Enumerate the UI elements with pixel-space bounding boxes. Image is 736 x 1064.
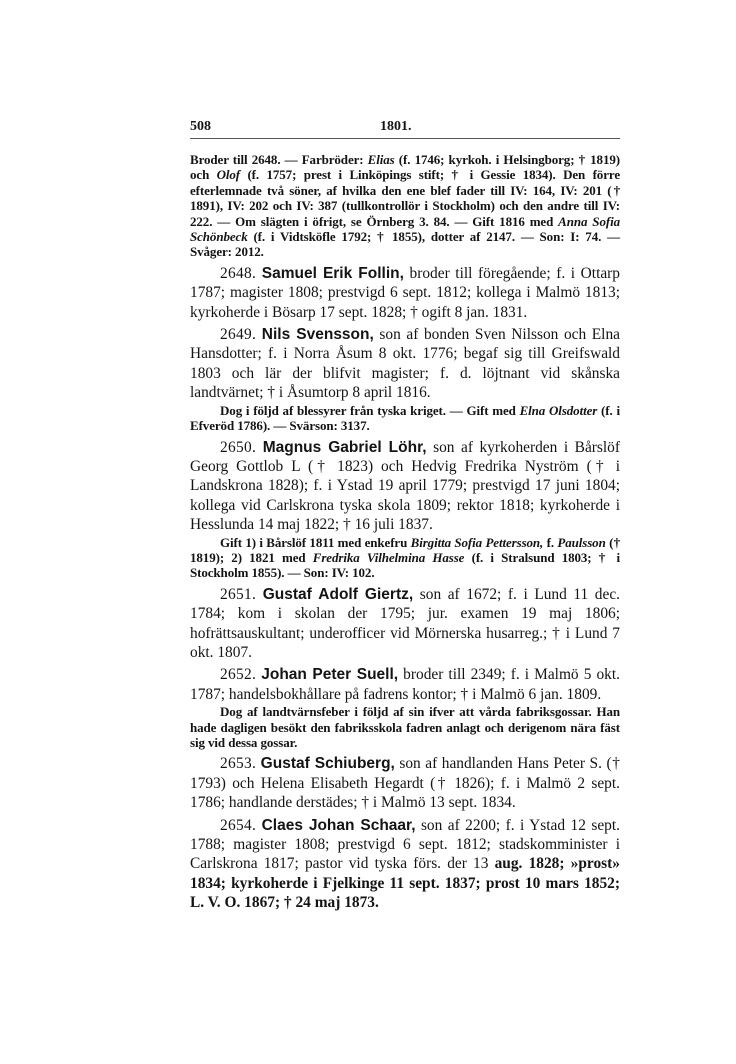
entry-name: Johan Peter Suell,	[261, 666, 399, 684]
entry-2649-note: Dog i följd af blessyrer från tyska kriget. — Gift med Elna Olsdotter (f. i Efveröd 1786). — Svärson: 3137.	[190, 402, 620, 434]
entry-number: 2649.	[220, 326, 257, 344]
entry-2650-note: Gift 1) i Bårslöf 1811 med enkefru Birgitta Sofia Pettersson, f. Paulsson († 1819); 2) 1821 med Fredrika Vilhelmina Hasse (f. i Stralsund 1803; † i Stockholm 1855). — Son: IV: 102.	[190, 534, 620, 581]
entry-2654: 2654. Claes Johan Schaar, son af 2200; f. i Ystad 12 sept. 1788; magister 1808; prestvigd 6 sept. 1812; stadskomminister i Carlskrona 1817; pastor vid tyska förs. der 13 aug. 1828; »prost» 1834; kyrkoherde i Fjelkinge 11 sept. 1837; prost 10 mars 1852; L. V. O. 1867; † 24 maj 1873.	[190, 816, 620, 912]
entry-number: 2650.	[220, 438, 257, 456]
entry-2651: 2651. Gustaf Adolf Giertz, son af 1672; f. i Lund 11 dec. 1784; kom i skolan der 1795; jur. examen 19 maj 1806; hofrättsauskultant; underofficer vid Mörnerska husarreg.; † i Lund 7 okt. 1807.	[190, 585, 620, 661]
entry-name: Nils Svensson,	[261, 326, 374, 344]
entry-2652: 2652. Johan Peter Suell, broder till 2349; f. i Malmö 5 okt. 1787; handelsbokhållare på fadrens kontor; † i Malmö 6 jan. 1809.	[190, 666, 620, 703]
entry-number: 2654.	[220, 816, 257, 834]
entry-name: Claes Johan Schaar,	[261, 816, 416, 834]
entry-number: 2653.	[220, 755, 257, 773]
entry-number: 2648.	[220, 264, 257, 282]
intro-note: Broder till 2648. — Farbröder: Elias (f. 1746; kyrkoh. i Helsingborg; † 1819) och Olof (f. 1757; prest i Linköpings stift; † i Gessie 1834). Den förre efterlemnade två söner, af hvilka den ene blef fader till IV: 164, IV: 201 († 1891), IV: 202 och IV: 387 (tullkontrollör i Stockholm) och den andre till IV: 222. — Om slägten i öfrigt, se Örnberg 3. 84. — Gift 1816 med Anna Sofia Schönbeck (f. i Vidtsköfle 1792; † 1855), dotter af 2147. — Son: I: 74. — Svåger: 2012.	[190, 152, 620, 260]
entry-2650: 2650. Magnus Gabriel Löhr, son af kyrkoherden i Bårslöf Georg Gottlob L († 1823) och Hedvig Fredrika Nyström († i Landskrona 1828); f. i Ystad 19 april 1779; prestvigd 17 juni 1804; kollega vid Carlskrona tyska skola 1809; rektor 1818; kyrkoherde i Hesslunda 14 maj 1822; † 16 juli 1837.	[190, 438, 620, 534]
entry-name: Samuel Erik Follin,	[261, 264, 404, 282]
page-number: 508	[190, 119, 211, 134]
entry-2648: 2648. Samuel Erik Follin, broder till föregående; f. i Ottarp 1787; magister 1808; prestvigd 6 sept. 1812; kollega i Malmö 1813; kyrkoherde i Bösarp 17 sept. 1828; † ogift 8 jan. 1831.	[190, 264, 620, 321]
entry-2653: 2653. Gustaf Schiuberg, son af handlanden Hans Peter S. († 1793) och Helena Elisabeth Hegardt († 1826); f. i Malmö 2 sept. 1786; handlande derstädes; † i Malmö 13 sept. 1834.	[190, 755, 620, 812]
entry-2649: 2649. Nils Svensson, son af bonden Sven Nilsson och Elna Hansdotter; f. i Norra Åsum 8 okt. 1776; begaf sig till Greifswald 1803 och lär der blifvit magister; f. d. löjtnant vid skånska landtvärnet; † i Åsumtorp 8 april 1816.	[190, 326, 620, 402]
entry-name: Gustaf Adolf Giertz,	[262, 585, 414, 603]
entry-2652-note: Dog af landtvärnsfeber i följd af sin ifver att vårda fabriksgossar. Han hade dagligen besökt den fabriksskola fadren anlagt och derigenom nära fäst sig vid dessa gossar.	[190, 704, 620, 750]
entry-name: Magnus Gabriel Löhr,	[262, 438, 427, 456]
header-rule	[190, 138, 620, 139]
entry-number: 2652.	[220, 666, 257, 684]
text-block	[190, 152, 620, 913]
entry-number: 2651.	[220, 585, 257, 603]
running-title-year: 1801.	[380, 119, 412, 134]
entry-name: Gustaf Schiuberg,	[260, 755, 395, 773]
